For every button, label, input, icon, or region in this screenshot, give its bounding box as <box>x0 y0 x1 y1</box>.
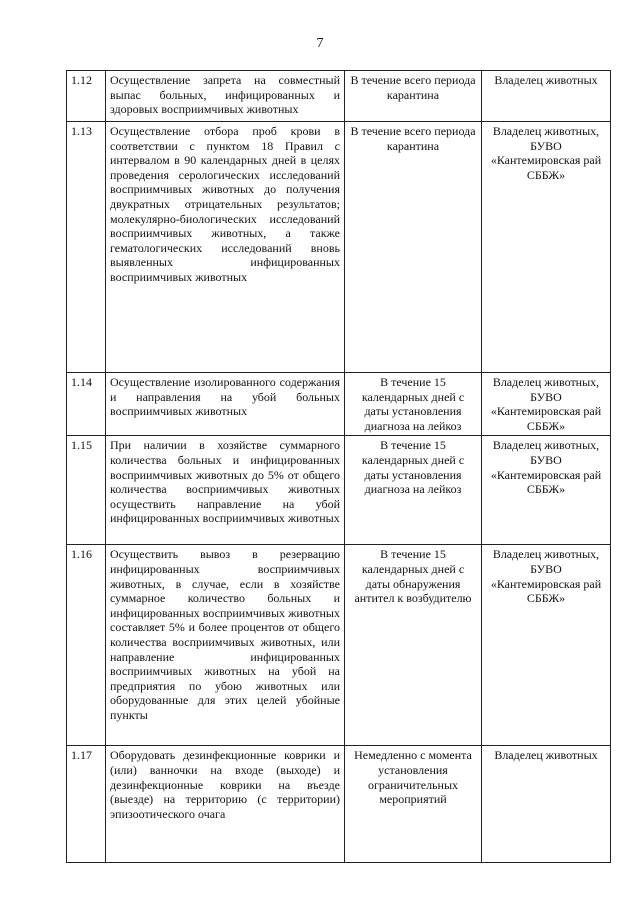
table-row <box>67 71 611 122</box>
item-term: В течение всего периода карантина <box>345 71 482 122</box>
table-row <box>67 746 611 863</box>
table-row <box>67 373 611 436</box>
item-number: 1.16 <box>67 545 106 746</box>
item-term: В течение 15 календарных дней с даты установления диагноза на лейкоз <box>345 436 482 545</box>
item-number: 1.14 <box>67 373 106 436</box>
item-term: Немедленно с момента установления ограничительных мероприятий <box>345 746 482 863</box>
measures-table <box>66 70 611 863</box>
item-responsible: Владелец животных <box>482 746 611 863</box>
item-responsible: Владелец животных <box>482 71 611 122</box>
item-term: В течение 15 календарных дней с даты установления диагноза на лейкоз <box>345 373 482 436</box>
item-number: 1.17 <box>67 746 106 863</box>
item-action: Осуществить вывоз в резервацию инфицированных восприимчивых животных, в случае, если в хозяйстве суммарное количество больных и инфицированных восприимчивых животных составляет 5% и более процентов от общего количества восприимчивых животных, или направление инфицированных восприимчивых животных на убой на предприятия по убою животных или оборудованные для этих целей убойные пункты <box>106 545 345 746</box>
item-responsible: Владелец животных, БУВО «Кантемировская рай СББЖ» <box>482 373 611 436</box>
item-term: В течение всего периода карантина <box>345 122 482 373</box>
item-responsible: Владелец животных, БУВО «Кантемировская рай СББЖ» <box>482 122 611 373</box>
table-row <box>67 545 611 746</box>
table-row <box>67 122 611 373</box>
table-row <box>67 436 611 545</box>
item-term: В течение 15 календарных дней с даты обнаружения антител к возбудителю <box>345 545 482 746</box>
item-responsible: Владелец животных, БУВО «Кантемировская рай СББЖ» <box>482 545 611 746</box>
item-number: 1.12 <box>67 71 106 122</box>
item-action: При наличии в хозяйстве суммарного количества больных и инфицированных восприимчивых животных до 5% от общего количества восприимчивых животных осуществить направление на убой инфицированных восприимчивых животных <box>106 436 345 545</box>
item-number: 1.13 <box>67 122 106 373</box>
item-number: 1.15 <box>67 436 106 545</box>
item-action: Осуществление изолированного содержания и направления на убой больных восприимчивых животных <box>106 373 345 436</box>
item-action: Оборудовать дезинфекционные коврики и (или) ванночки на входе (выходе) и дезинфекционные коврики на въезде (выезде) на территорию (с территории) эпизоотического очага <box>106 746 345 863</box>
item-action: Осуществление запрета на совместный выпас больных, инфицированных и здоровых восприимчивых животных <box>106 71 345 122</box>
item-action: Осуществление отбора проб крови в соответствии с пунктом 18 Правил с интервалом в 90 календарных дней в целях проведения серологических исследований восприимчивых животных до получения двукратных отрицательных результатов; молекулярно-биологических исследований восприимчивых животных, а также гематологических исследований вновь выявленных инфицированных восприимчивых животных <box>106 122 345 373</box>
item-responsible: Владелец животных, БУВО «Кантемировская рай СББЖ» <box>482 436 611 545</box>
page-number: 7 <box>316 36 324 51</box>
